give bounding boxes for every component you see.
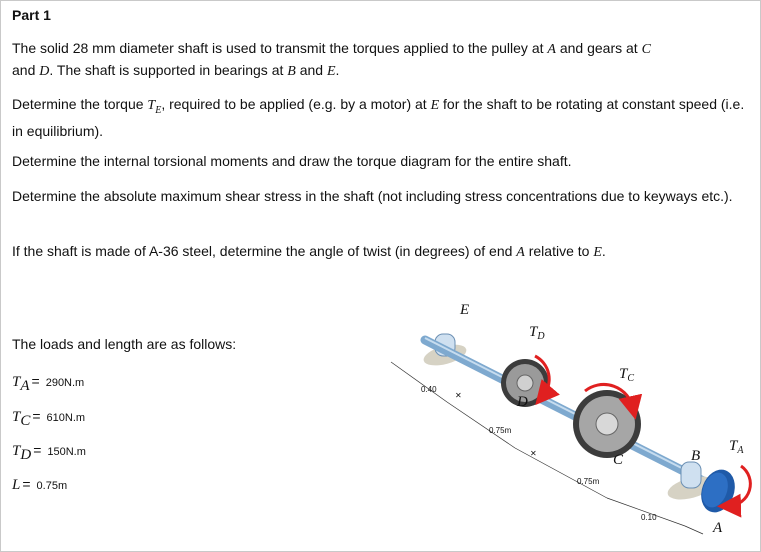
svg-text:✕: ✕ — [455, 391, 462, 400]
part-title: Part 1 — [12, 7, 51, 23]
paragraph-torque-diagram: Determine the internal torsional moments and draw the torque diagram for the entire shaft. — [12, 153, 572, 169]
load-td: $T_D = 150N.m$ — [12, 442, 86, 463]
paragraph-shaft-description: The solid 28 mm diameter shaft is used to transmit the torques applied to the pulley at A and gears at C and D. The shaft is supported in bearings at B and E. — [12, 40, 651, 79]
label-b: B — [691, 448, 701, 464]
label-td: $T_D$ — [529, 324, 545, 342]
load-ta: $T_A = 290N.m$ — [12, 373, 85, 394]
paragraph-shear-stress: Determine the absolute maximum shear stress in the shaft (not including stress concentrations due to keyways etc.). — [12, 188, 733, 204]
label-tc: $T_C$ — [619, 366, 635, 384]
loads-heading: The loads and length are as follows: — [12, 336, 237, 352]
load-tc: $T_C = 610N.m$ — [12, 408, 86, 429]
dim-075-a: 0.75m — [489, 426, 512, 435]
pulley-a — [695, 465, 740, 517]
svg-text:✕: ✕ — [530, 449, 537, 458]
paragraph-angle-of-twist: If the shaft is made of A-36 steel, determine the angle of twist (in degrees) of end A relative to E. — [12, 243, 606, 260]
label-c: C — [613, 452, 624, 468]
shaft-diagram — [385, 298, 757, 544]
label-e: E — [460, 302, 470, 318]
dim-075-b: 0.75m — [577, 477, 600, 486]
dim-010: 0.10 — [641, 513, 657, 522]
label-a: A — [713, 520, 723, 536]
paragraph-torque-te: Determine the torque $T_E$, required to be applied (e.g. by a motor) at E for the shaft to be rotating at constant speed (i.e. in equilibrium). — [12, 96, 745, 139]
label-d: D — [517, 394, 528, 410]
load-length: L = 0.75m — [12, 476, 68, 493]
label-ta: $T_A$ — [729, 438, 744, 456]
dim-040: 0.40 — [421, 385, 437, 394]
